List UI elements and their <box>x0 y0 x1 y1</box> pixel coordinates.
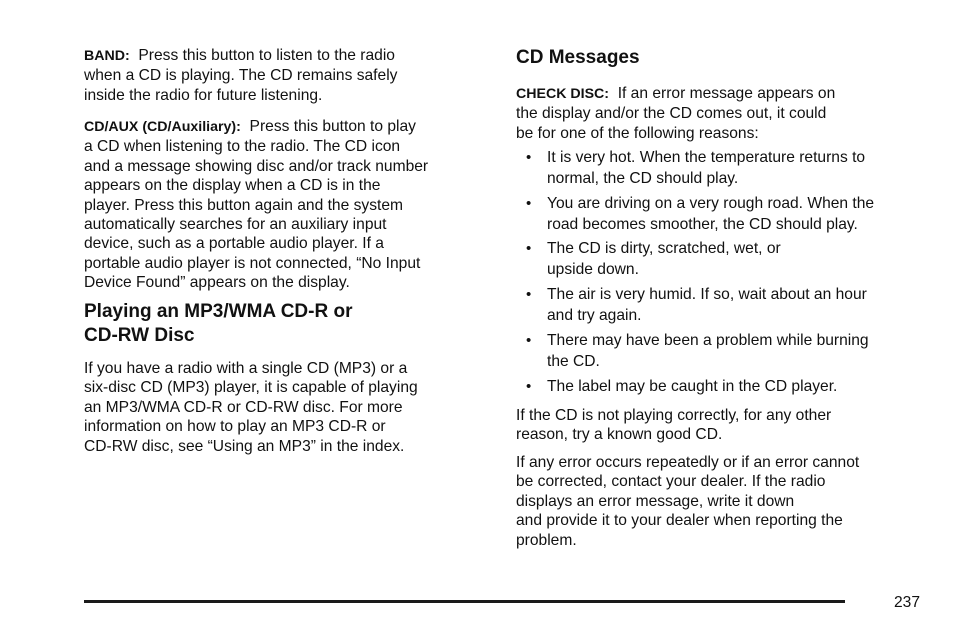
band-text: Press this button to listen to the radio when a CD is playing. The CD remains safely inside the radio for future listening. <box>84 47 398 104</box>
cd-aux-text: Press this button to play a CD when listening to the radio. The CD icon and a message showing disc and/or track number appears on the display when a CD is in the player. Press this button again and the system automatically searches for an auxiliary input device, such as a portable audio player. If a portable audio player is not connected, “No Input Device Found” appears on the display. <box>84 118 429 292</box>
list-item-text: The air is very humid. If so, wait about an hour and try again. <box>547 286 867 324</box>
list-item <box>516 331 926 372</box>
check-disc-paragraph <box>516 84 835 143</box>
band-term: BAND: <box>84 48 130 64</box>
check-disc-term: CHECK DISC: <box>516 86 610 102</box>
bullet-icon: • <box>526 195 532 212</box>
bullet-icon: • <box>526 332 532 349</box>
list-item <box>516 239 926 280</box>
error-repeat-paragraph: If any error occurs repeatedly or if an error cannot be corrected, contact your dealer. If the radio displays an error message, write it down and provide it to your dealer when reporting the problem. <box>516 454 860 549</box>
cd-messages-heading: CD Messages <box>516 47 640 68</box>
list-item-text: There may have been a problem while burning the CD. <box>547 332 869 370</box>
list-item <box>516 194 926 235</box>
footer-rule <box>84 600 845 603</box>
list-item-text: It is very hot. When the temperature returns to normal, the CD should play. <box>547 149 866 187</box>
list-item-text: You are driving on a very rough road. When the road becomes smoother, the CD should play. <box>547 195 875 233</box>
band-paragraph <box>84 46 397 105</box>
bullet-icon: • <box>526 149 532 166</box>
page-number: 237 <box>893 594 920 611</box>
list-item <box>516 285 926 326</box>
not-playing-paragraph: If the CD is not playing correctly, for any other reason, try a known good CD. <box>516 407 832 444</box>
cd-aux-term: CD/AUX (CD/Auxiliary): <box>84 119 241 135</box>
mp3-paragraph: If you have a radio with a single CD (MP3) or a six-disc CD (MP3) player, it is capable of playing an MP3/WMA CD-R or CD-RW disc. For more information on how to play an MP3 CD-R or CD-RW disc, see “Using an MP3” in the index. <box>84 360 418 455</box>
bullet-icon: • <box>526 286 532 303</box>
list-item-text: The label may be caught in the CD player. <box>547 378 838 395</box>
list-item <box>516 148 926 189</box>
list-item-text: The CD is dirty, scratched, wet, or upside down. <box>547 240 781 278</box>
bullet-icon: • <box>526 378 532 395</box>
bullet-icon: • <box>526 240 532 257</box>
check-disc-text: If an error message appears on the display and/or the CD comes out, it could be for one of the following reasons: <box>516 85 836 142</box>
mp3-section-heading: Playing an MP3/WMA CD-R or CD-RW Disc <box>84 301 353 346</box>
cd-aux-paragraph <box>84 117 428 293</box>
list-item <box>516 377 926 398</box>
